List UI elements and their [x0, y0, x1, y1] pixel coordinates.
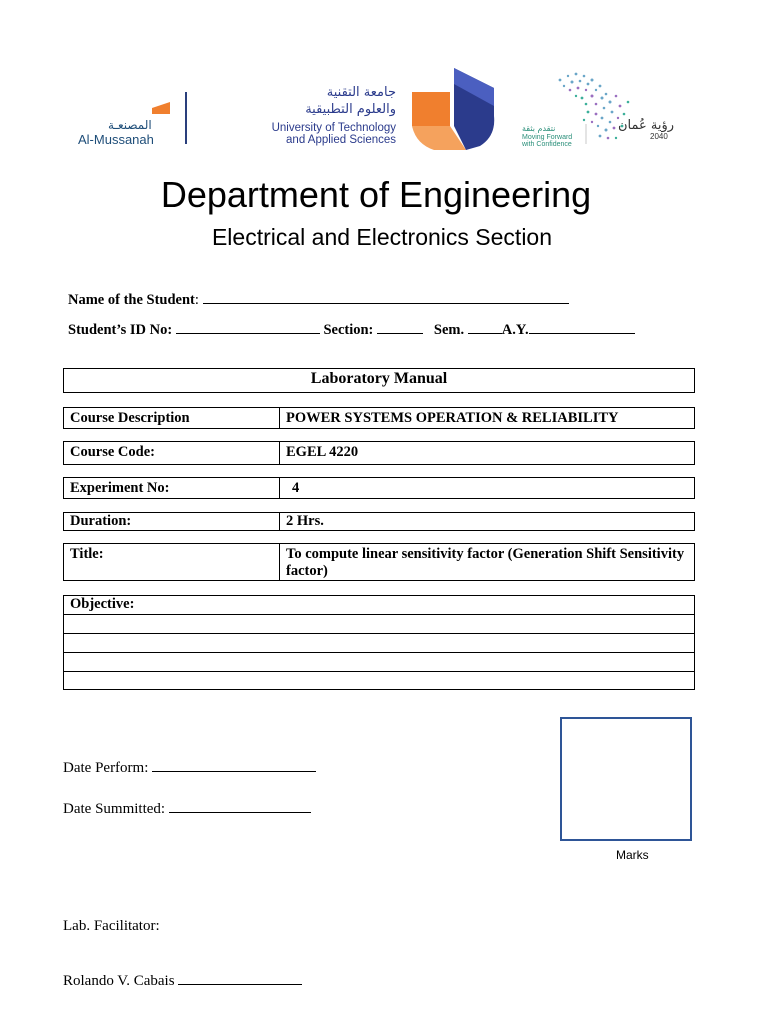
student-name-row [68, 290, 569, 309]
date-perform-label: Date Perform: [63, 760, 149, 776]
section-title: Electrical and Electronics Section [211, 224, 553, 250]
al-mussanah-english-text: Al-Mussanah [78, 132, 154, 147]
utas-english-name: University of Technology and Applied Sciences [271, 122, 396, 146]
department-title: Department of Engineering [160, 174, 592, 215]
lab-facilitator-name-row [63, 971, 302, 990]
course-description-label: Course Description [64, 408, 280, 428]
lab-facilitator-name: Rolando V. Cabais [63, 973, 175, 989]
al-mussanah-arabic-text: المصنعـة [108, 118, 152, 132]
laboratory-manual-title: Laboratory Manual [310, 370, 448, 387]
date-submitted-field[interactable] [169, 799, 311, 813]
utas-arabic-name: جامعة التقنية والعلوم التطبيقية [305, 85, 396, 117]
duration-label: Duration: [64, 513, 280, 530]
student-name-label: Name of the Student [68, 292, 195, 308]
objective-box [63, 595, 695, 690]
duration-value: 2 Hrs. [286, 513, 324, 529]
course-code-value: EGEL 4220 [286, 444, 359, 460]
title-label: Title: [64, 544, 280, 580]
experiment-no-row [63, 477, 695, 499]
experiment-no-value: 4 [292, 480, 300, 496]
utas-logo-icon [410, 66, 496, 152]
objective-line[interactable] [64, 653, 694, 672]
date-submitted-row [63, 799, 311, 818]
laboratory-manual-header [63, 368, 695, 393]
experiment-no-label: Experiment No: [64, 478, 280, 498]
student-id-row [68, 320, 635, 339]
section-field[interactable] [377, 320, 423, 334]
vision-english-tagline: Moving Forward with Confidence [522, 134, 573, 148]
sem-label: Sem. [433, 322, 465, 338]
vision-year-text: 2040 [650, 132, 668, 141]
section-label: Section: [323, 322, 374, 338]
student-id-field[interactable] [176, 320, 320, 334]
ay-label: A.Y. [501, 322, 529, 338]
vision-arabic-tagline: نتقدم بثقة [522, 124, 556, 133]
course-code-label: Course Code: [64, 442, 280, 464]
date-perform-field[interactable] [152, 758, 316, 772]
course-code-row [63, 441, 695, 465]
lab-facilitator-label: Lab. Facilitator: [63, 918, 160, 934]
title-row [63, 543, 695, 581]
student-id-label: Student’s ID No: [68, 322, 173, 338]
marks-box[interactable] [560, 717, 692, 841]
logo-divider [185, 92, 187, 144]
lab-facilitator-block [63, 881, 302, 1008]
title-value: To compute linear sensitivity factor (Generation Shift Sensitivity factor) [286, 546, 685, 579]
student-name-colon: : [194, 292, 199, 308]
course-description-row [63, 407, 695, 429]
objective-line[interactable] [64, 615, 694, 634]
duration-row [63, 512, 695, 531]
facilitator-signature-field[interactable] [178, 971, 302, 985]
student-name-field[interactable] [203, 290, 569, 304]
date-submitted-label: Date Summitted: [63, 801, 166, 817]
objective-line[interactable] [64, 672, 694, 691]
ay-field[interactable] [529, 320, 635, 334]
objective-line[interactable] [64, 634, 694, 653]
sem-field[interactable] [468, 320, 502, 334]
objective-label: Objective: [64, 596, 694, 615]
marks-label: Marks [616, 848, 649, 862]
date-perform-row [63, 758, 316, 777]
vision-title-text: رؤية عُمان [618, 118, 675, 133]
course-description-value: POWER SYSTEMS OPERATION & RELIABILITY [286, 410, 619, 426]
